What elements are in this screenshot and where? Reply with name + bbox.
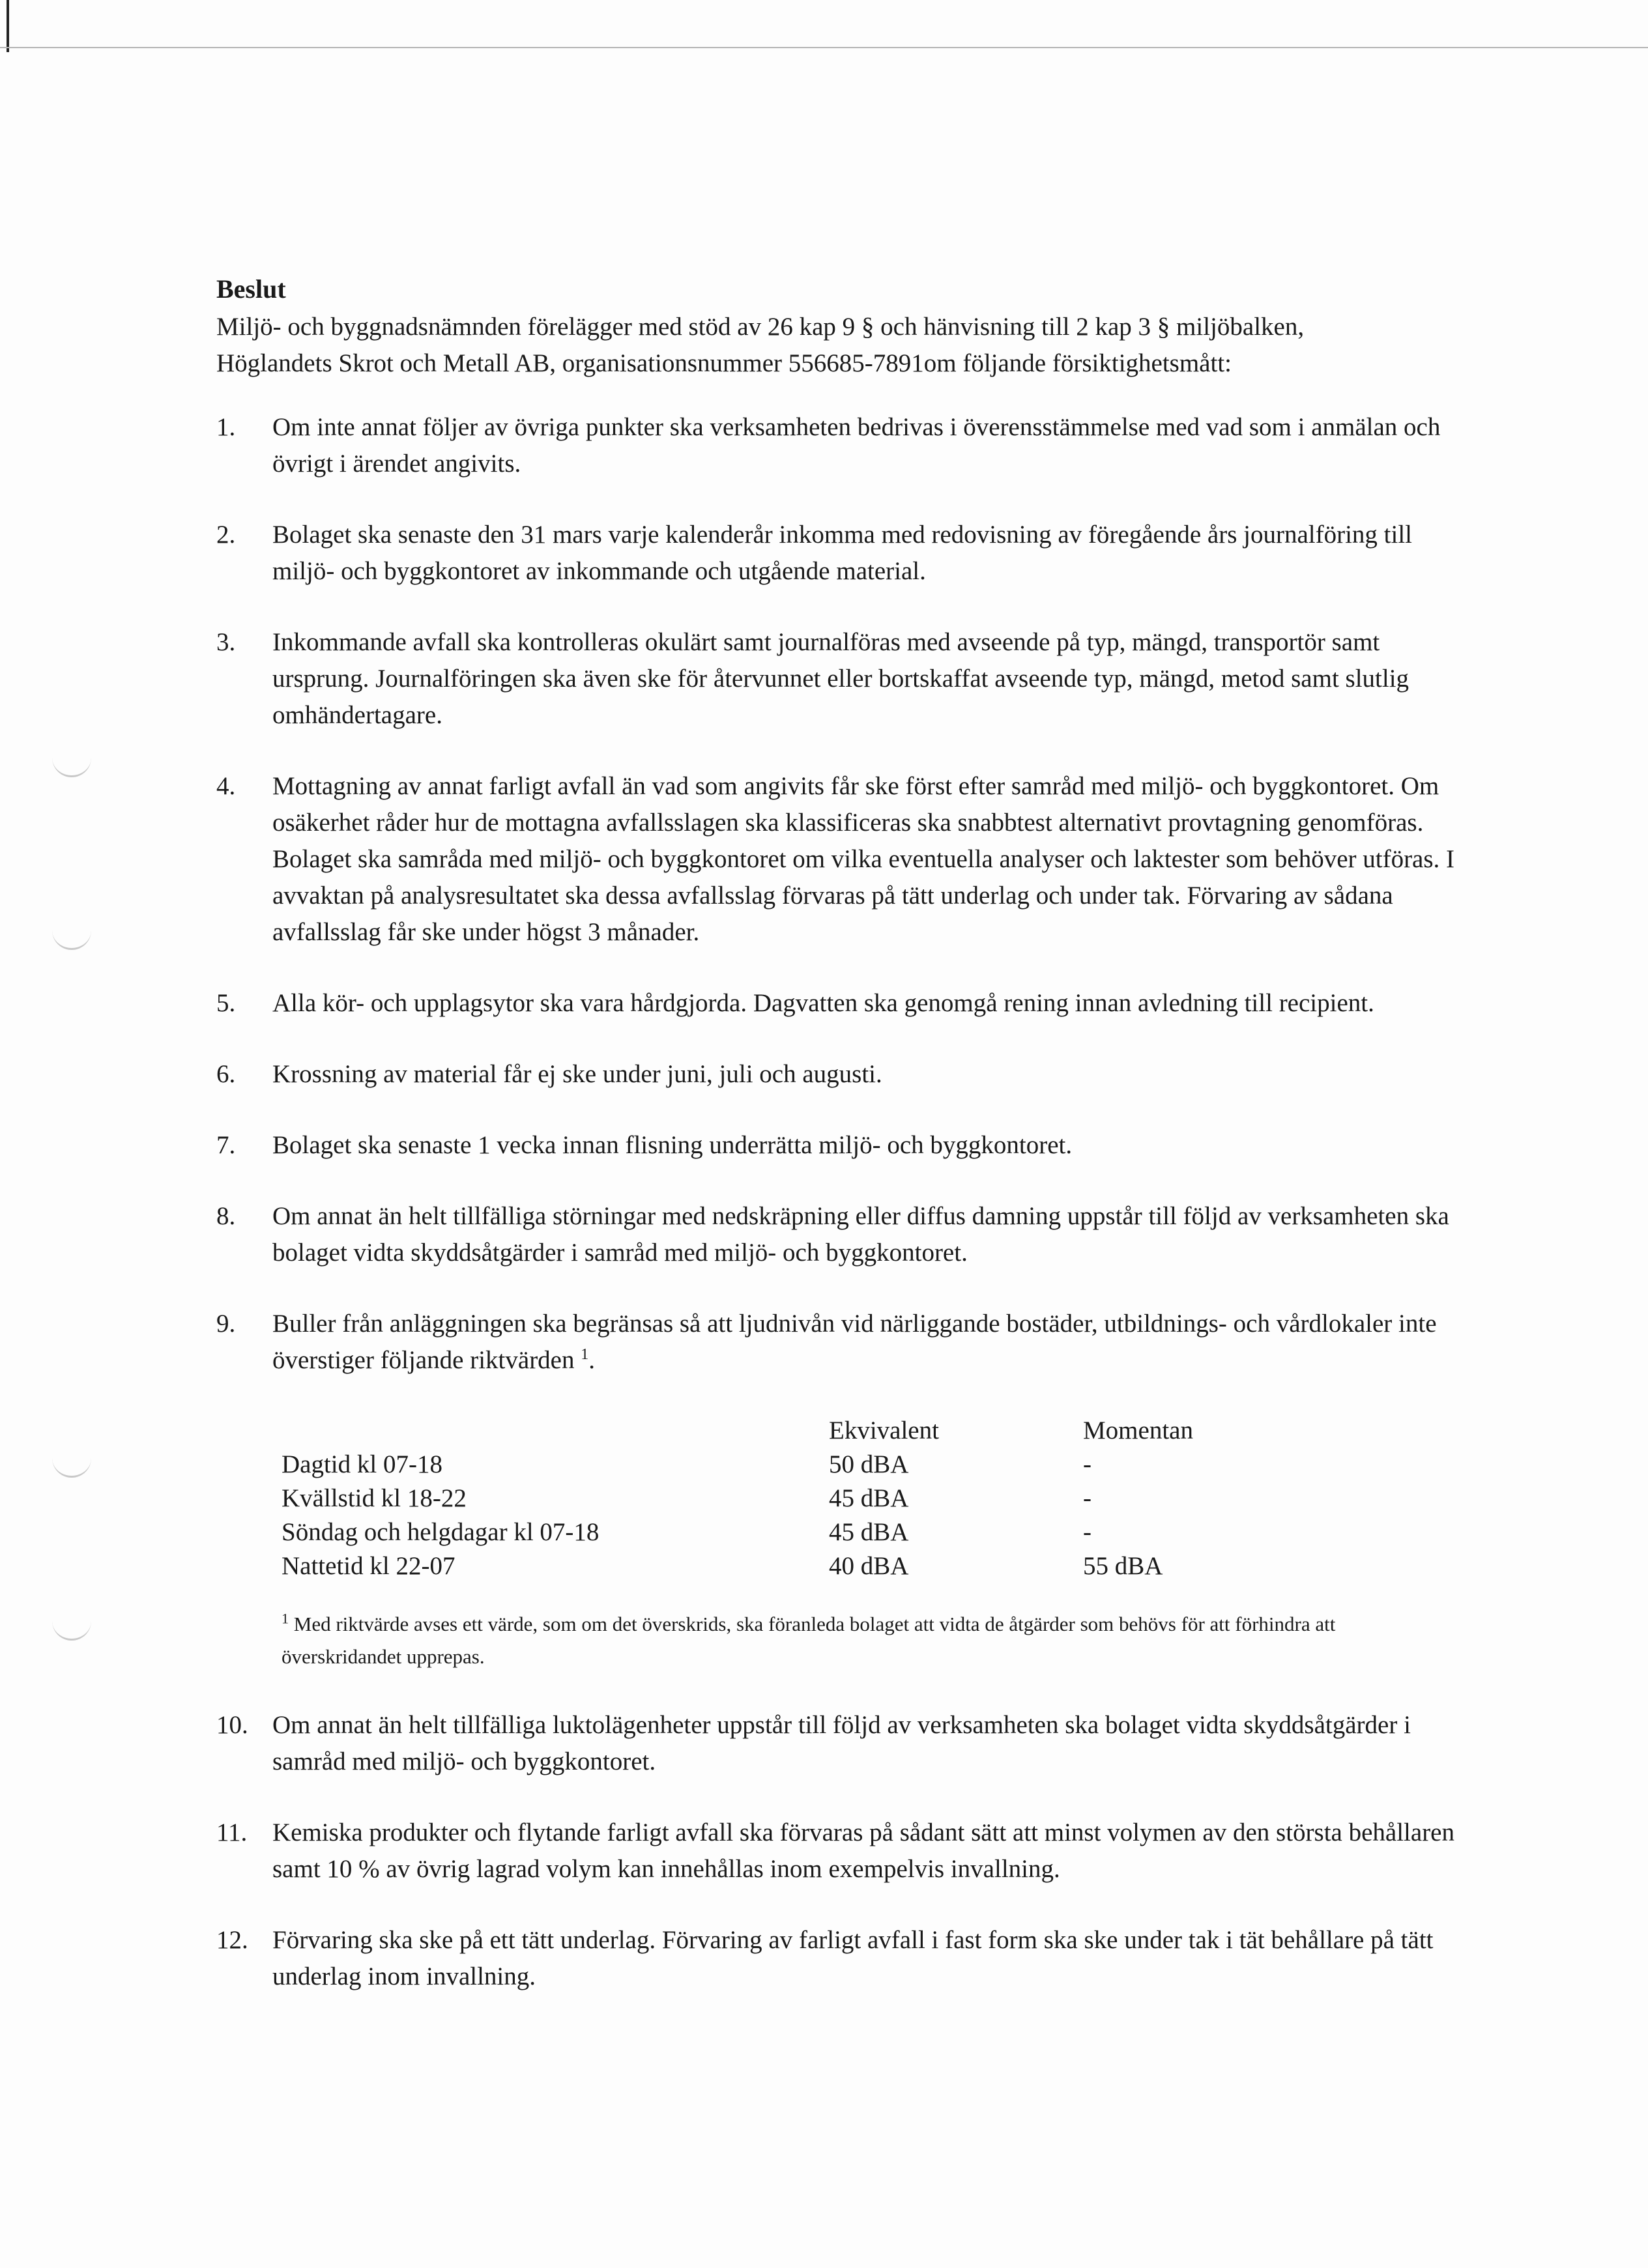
table-header-cell: [282, 1414, 829, 1448]
footnote-mark: 1: [282, 1610, 289, 1627]
table-cell: -: [1083, 1450, 1091, 1478]
condition-number: 9.: [216, 1310, 236, 1338]
punch-hole-mark: [52, 928, 91, 950]
condition-item: [216, 1707, 1467, 1780]
table-header-cell: Ekvivalent: [829, 1416, 939, 1444]
condition-number: 4.: [216, 772, 236, 800]
table-cell: 40 dBA: [829, 1552, 909, 1580]
table-row: [282, 1515, 1279, 1549]
table-cell: Kvällstid kl 18-22: [282, 1484, 467, 1512]
condition-text: Om annat än helt tillfälliga luktolägenheter uppstår till följd av verksamheten ska bolaget vidta skyddsåtgärder i samråd med miljö- och byggkontoret.: [272, 1711, 1411, 1775]
conditions-list: [216, 409, 1467, 1379]
condition-text: Inkommande avfall ska kontrolleras okulärt samt journalföras med avseende på typ, mängd, transportör samt ursprung. Journalföringen ska även ske för återvunnet eller bortskaffat avseende typ, mängd, metod samt slutlig omhändertagare.: [272, 628, 1409, 729]
condition-text: [272, 1306, 1467, 1379]
condition-text: Bolaget ska senaste den 31 mars varje kalenderår inkomma med redovisning av föregående års journalföring till miljö- och byggkontoret av inkommande och utgående material.: [272, 521, 1413, 585]
table-row: [282, 1482, 1279, 1515]
condition-item: [216, 985, 1467, 1022]
table-cell: -: [1083, 1484, 1091, 1512]
condition-item: [216, 517, 1467, 590]
table-cell: Söndag och helgdagar kl 07-18: [282, 1518, 600, 1546]
condition-number: 5.: [216, 989, 236, 1017]
condition-text-end: .: [588, 1346, 595, 1374]
condition-item: [216, 1056, 1467, 1093]
condition-number: 8.: [216, 1202, 236, 1230]
table-cell: -: [1083, 1518, 1091, 1546]
punch-hole-mark: [52, 1619, 91, 1641]
condition-item: [216, 409, 1467, 482]
condition-item: [216, 768, 1467, 951]
table-row: [282, 1448, 1279, 1482]
condition-number: 12.: [216, 1926, 248, 1954]
table-header-row: [282, 1414, 1279, 1448]
condition-number: 6.: [216, 1060, 236, 1088]
condition-text: Bolaget ska senaste 1 vecka innan flisning underrätta miljö- och byggkontoret.: [272, 1131, 1073, 1159]
condition-number: 11.: [216, 1818, 248, 1846]
condition-number: 7.: [216, 1131, 236, 1159]
table-cell: 45 dBA: [829, 1518, 909, 1546]
footnote: [282, 1608, 1350, 1673]
condition-item: [216, 1198, 1467, 1271]
section-heading: Beslut: [216, 274, 286, 304]
condition-item: [216, 1922, 1467, 1995]
table-cell: Nattetid kl 22-07: [282, 1552, 455, 1580]
table-cell: 55 dBA: [1083, 1552, 1163, 1580]
table-cell: Dagtid kl 07-18: [282, 1450, 442, 1478]
condition-item: [216, 624, 1467, 734]
condition-text: Om annat än helt tillfälliga störningar med nedskräpning eller diffus damning uppstår till följd av verksamheten ska bolaget vidta skyddsåtgärder i samråd med miljö- och byggkontoret.: [272, 1202, 1449, 1267]
condition-text: Alla kör- och upplagsytor ska vara hårdgjorda. Dagvatten ska genomgå rening innan avledning till recipient.: [272, 989, 1374, 1017]
decision-intro: Miljö- och byggnadsnämnden förelägger med stöd av 26 kap 9 § och hänvisning till 2 kap 3 § miljöbalken, Höglandets Skrot och Metall AB, organisationsnummer 556685-7891om följande försiktighetsmått:: [216, 313, 1305, 377]
table-header-cell: Momentan: [1083, 1416, 1193, 1444]
condition-text-main: Buller från anläggningen ska begränsas så att ljudnivån vid närliggande bostäder, utbildnings- och vårdlokaler inte överstiger följande riktvärden: [272, 1310, 1437, 1374]
noise-limits-table: [282, 1414, 1279, 1583]
footnote-reference: 1: [581, 1346, 589, 1363]
condition-text: Om inte annat följer av övriga punkter ska verksamheten bedrivas i överensstämmelse med vad som i anmälan och övrigt i ärendet angivits.: [272, 413, 1441, 478]
condition-number: 3.: [216, 628, 236, 656]
condition-number: 1.: [216, 413, 236, 441]
condition-item: [216, 1306, 1467, 1379]
condition-text: Kemiska produkter och flytande farligt avfall ska förvaras på sådant sätt att minst volymen av den största behållaren samt 10 % av övrig lagrad volym kan innehållas inom exempelvis invallning.: [272, 1818, 1454, 1883]
conditions-list-continued: [216, 1707, 1467, 1995]
document-body: [216, 272, 1467, 2030]
table-cell: 45 dBA: [829, 1484, 909, 1512]
condition-number: 10.: [216, 1711, 248, 1739]
scan-top-edge-line: [0, 47, 1648, 48]
condition-text: Förvaring ska ske på ett tätt underlag. Förvaring av farligt avfall i fast form ska ske under tak i tät behållare på tätt underlag inom invallning.: [272, 1926, 1434, 1990]
condition-number: 2.: [216, 521, 236, 549]
scan-edge-mark: [7, 0, 9, 52]
table-row: [282, 1549, 1279, 1583]
punch-hole-mark: [52, 756, 91, 777]
footnote-text: Med riktvärde avses ett värde, som om det överskrids, ska föranleda bolaget att vidta de åtgärder som behövs för att förhindra att överskridandet upprepas.: [282, 1613, 1336, 1668]
condition-text: Mottagning av annat farligt avfall än vad som angivits får ske först efter samråd med miljö- och byggkontoret. Om osäkerhet råder hur de mottagna avfallsslagen ska klassificeras ska snabbtest alternativt provtagning genomföras. Bolaget ska samråda med miljö- och byggkontoret om vilka eventuella analyser och laktester som behöver utföras. I avvaktan på analysresultatet ska dessa avfallsslag förvaras på tätt underlag och under tak. Förvaring av sådana avfallsslag får ske under högst 3 månader.: [272, 772, 1455, 946]
table-cell: 50 dBA: [829, 1450, 909, 1478]
condition-text: Krossning av material får ej ske under juni, juli och augusti.: [272, 1060, 882, 1088]
condition-item: [216, 1815, 1467, 1888]
condition-item: [216, 1127, 1467, 1164]
punch-hole-mark: [52, 1456, 91, 1478]
